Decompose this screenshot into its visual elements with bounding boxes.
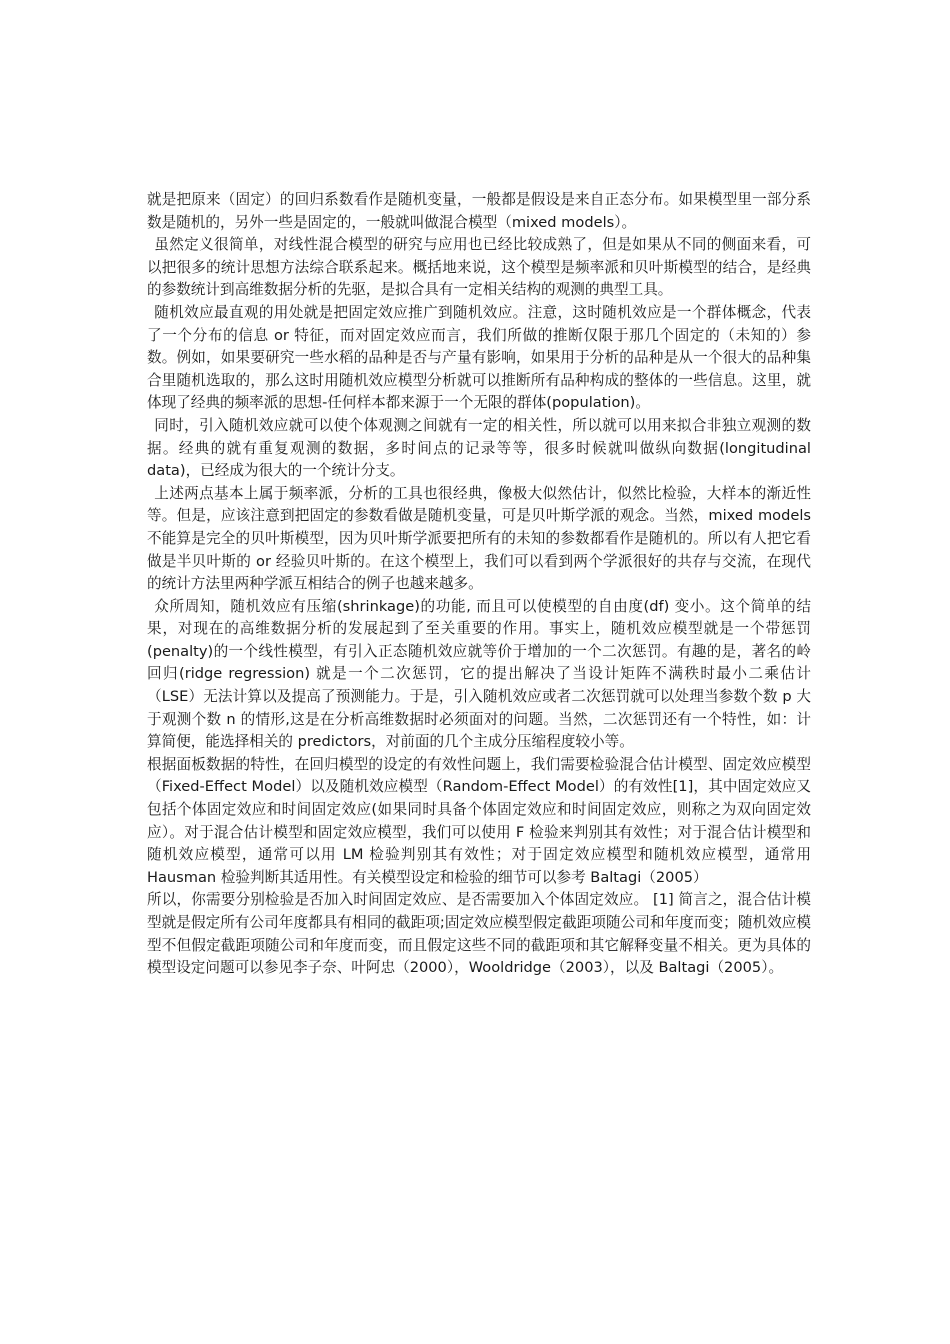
document-body [147, 189, 811, 980]
paragraph-shrinkage-penalty: 众所周知，随机效应有压缩(shrinkage)的功能, 而且可以使模型的自由度(df) 变小。这个简单的结果，对现在的高维数据分析的发展起到了至关重要的作用。事实上，随机效应模型就是一个带惩罚(penalty)的一个线性模型，有引入正态随机效应就等价于增加的一个二次惩罚。有趣的是，著名的岭回归(ridge regression) 就是一个二次惩罚，它的提出解决了当设计矩阵不满秩时最小二乘估计（LSE）无法计算以及提高了预测能力。于是，引入随机效应或者二次惩罚就可以处理当参数个数 p 大于观测个数 n 的情形,这是在分析高维数据时必须面对的问题。当然，二次惩罚还有一个特性，如：计算简便，能选择相关的 predictors，对前面的几个主成分压缩程度较小等。 [147, 597, 811, 751]
paragraph-mixed-model-definition: 就是把原来（固定）的回归系数看作是随机变量，一般都是假设是来自正态分布。如果模型里一部分系数是随机的，另外一些是固定的，一般就叫做混合模型（mixed models）。 [147, 191, 811, 231]
paragraph-model-assumptions: 所以，你需要分别检验是否加入时间固定效应、是否需要加入个体固定效应。 [1] 简言之，混合估计模型就是假定所有公司年度都具有相同的截距项;固定效应模型假定截距项随公司和年度而变；随机效应模型不但假定截距项随公司和年度而变，而且假定这些不同的截距项和其它解释变量不相关。更为具体的模型设定问题可以参见李子奈、叶阿忠（2000），Wooldridge（2003），以及 Baltagi（2005）。 [147, 891, 811, 977]
paragraph-correlated-observations: 同时，引入随机效应就可以使个体观测之间就有一定的相关性，所以就可以用来拟合非独立观测的数据。经典的就有重复观测的数据，多时间点的记录等等，很多时候就叫做纵向数据(longitudinal data)，已经成为很大的一个统计分支。 [147, 416, 811, 480]
paragraph-frequentist-bayesian: 上述两点基本上属于频率派，分析的工具也很经典，像极大似然估计，似然比检验，大样本的渐近性等。但是，应该注意到把固定的参数看做是随机变量，可是贝叶斯学派的观念。当然，mixed models 不能算是完全的贝叶斯模型，因为贝叶斯学派要把所有的未知的参数都看作是随机的。所以有人把它看做是半贝叶斯的 or 经验贝叶斯的。在这个模型上，我们可以看到两个学派很好的共存与交流，在现代的统计方法里两种学派互相结合的例子也越来越多。 [147, 484, 811, 593]
paragraph-random-effects-use: 随机效应最直观的用处就是把固定效应推广到随机效应。注意，这时随机效应是一个群体概念，代表了一个分布的信息 or 特征，而对固定效应而言，我们所做的推断仅限于那几个固定的（未知的）参数。例如，如果要研究一些水稻的品种是否与产量有影响，如果用于分析的品种是从一个很大的品种集合里随机选取的，那么这时用随机效应模型分析就可以推断所有品种构成的整体的一些信息。这里，就体现了经典的频率派的思想-任何样本都来源于一个无限的群体(population)。 [147, 303, 811, 412]
paragraph-model-overview: 虽然定义很简单，对线性混合模型的研究与应用也已经比较成熟了，但是如果从不同的侧面来看，可以把很多的统计思想方法综合联系起来。概括地来说，这个模型是频率派和贝叶斯模型的结合，是经典的参数统计到高维数据分析的先驱，是拟合具有一定相关结构的观测的典型工具。 [147, 236, 811, 299]
paragraph-panel-model-tests: 根据面板数据的特性，在回归模型的设定的有效性问题上，我们需要检验混合估计模型、固定效应模型（Fixed-Effect Model）以及随机效应模型（Random-Effect Model）的有效性[1]，其中固定效应又包括个体固定效应和时间固定效应(如果同时具备个体固定效应和时间固定效应，则称之为双向固定效应）。对于混合估计模型和固定效应模型，我们可以使用 F 检验来判别其有效性；对于混合估计模型和随机效应模型，通常可以用 LM 检验判别其有效性；对于固定效应模型和随机效应模型，通常用 Hausman 检验判断其适用性。有关模型设定和检验的细节可以参考 Baltagi（2005） [147, 755, 811, 886]
